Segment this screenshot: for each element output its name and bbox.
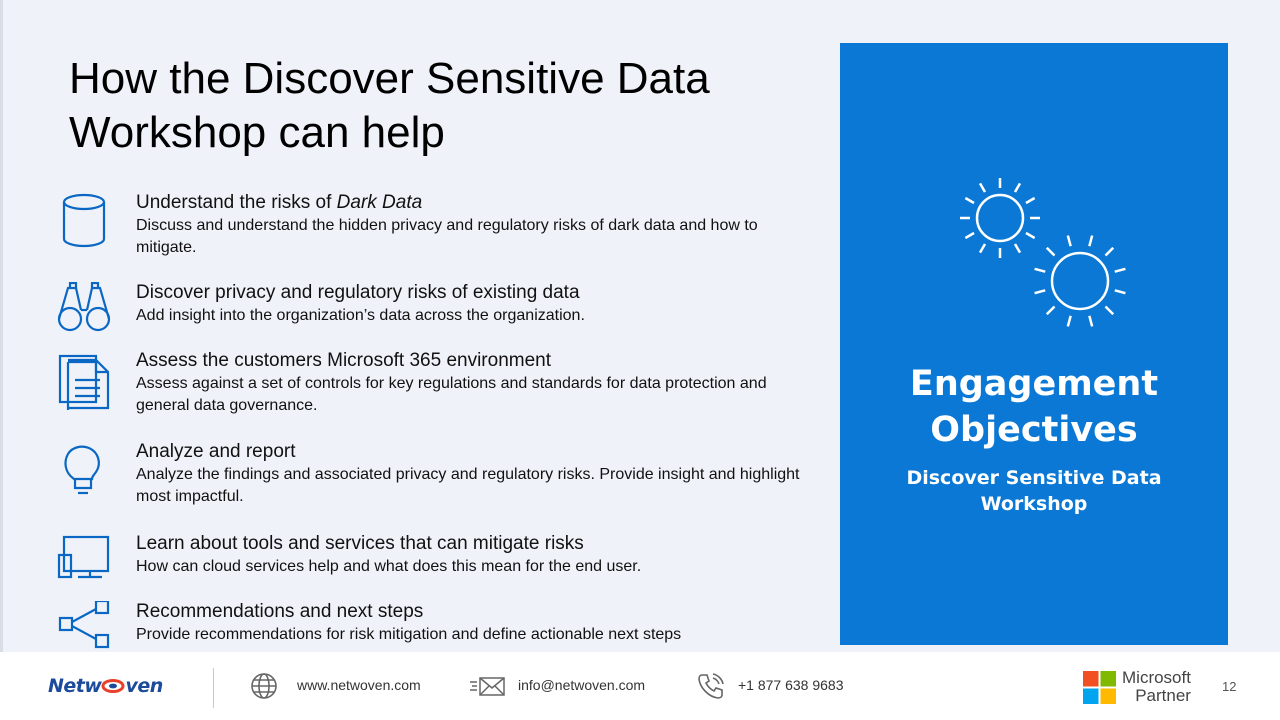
database-icon <box>56 192 114 252</box>
item-heading: Understand the risks of Dark Data <box>136 192 423 213</box>
logo-swirl-icon <box>101 679 125 693</box>
item-description: How can cloud services help and what does this mean for the end user. <box>136 558 642 575</box>
footer-divider <box>213 668 214 708</box>
devices-icon <box>56 533 114 593</box>
microsoft-partner-label: Microsoft Partner <box>1122 668 1191 705</box>
item-heading: Assess the customers Microsoft 365 environment <box>136 350 552 371</box>
panel-subtitle: Discover Sensitive Data Workshop <box>906 467 1162 515</box>
list-item-analyze <box>56 441 816 511</box>
microsoft-logo-icon <box>1083 671 1116 704</box>
item-heading: Analyze and report <box>136 441 296 462</box>
netwoven-logo: Netw ven <box>48 675 163 697</box>
list-item-learn-tools <box>56 533 816 603</box>
phone-number[interactable]: +1 877 638 9683 <box>738 677 844 693</box>
item-description: Analyze the findings and associated privacy and regulatory risks. Provide insight and highlight most impactful. <box>136 466 800 505</box>
binoculars-icon <box>56 282 114 342</box>
item-description: Discuss and understand the hidden privacy and regulatory risks of dark data and how to mitigate. <box>136 217 758 256</box>
list-item-dark-data <box>56 192 816 262</box>
page-number: 12 <box>1222 679 1237 694</box>
item-heading: Learn about tools and services that can mitigate risks <box>136 533 584 554</box>
item-description: Add insight into the organization’s data across the organization. <box>136 307 585 324</box>
website-link[interactable]: www.netwoven.com <box>297 677 421 693</box>
item-heading: Recommendations and next steps <box>136 601 424 622</box>
documents-icon <box>56 350 114 410</box>
left-edge-line <box>0 0 3 652</box>
item-description: Provide recommendations for risk mitigation and define actionable next steps <box>136 626 682 643</box>
footer-bar <box>0 652 1280 720</box>
item-heading: Discover privacy and regulatory risks of existing data <box>136 282 580 303</box>
panel-title: Engagement Objectives <box>909 364 1159 450</box>
email-link[interactable]: info@netwoven.com <box>518 677 646 693</box>
slide-title: How the Discover Sensitive Data Workshop can help <box>69 54 710 157</box>
sun-gears-icon <box>950 173 1140 333</box>
email-icon <box>470 676 506 698</box>
engagement-objectives-panel <box>840 43 1228 645</box>
list-item-discover-risks <box>56 282 816 352</box>
item-description: Assess against a set of controls for key regulations and standards for data protection and general data governance. <box>136 375 767 414</box>
phone-icon <box>697 672 725 700</box>
globe-icon <box>250 672 278 700</box>
lightbulb-icon <box>56 441 114 501</box>
list-item-assess <box>56 350 816 420</box>
